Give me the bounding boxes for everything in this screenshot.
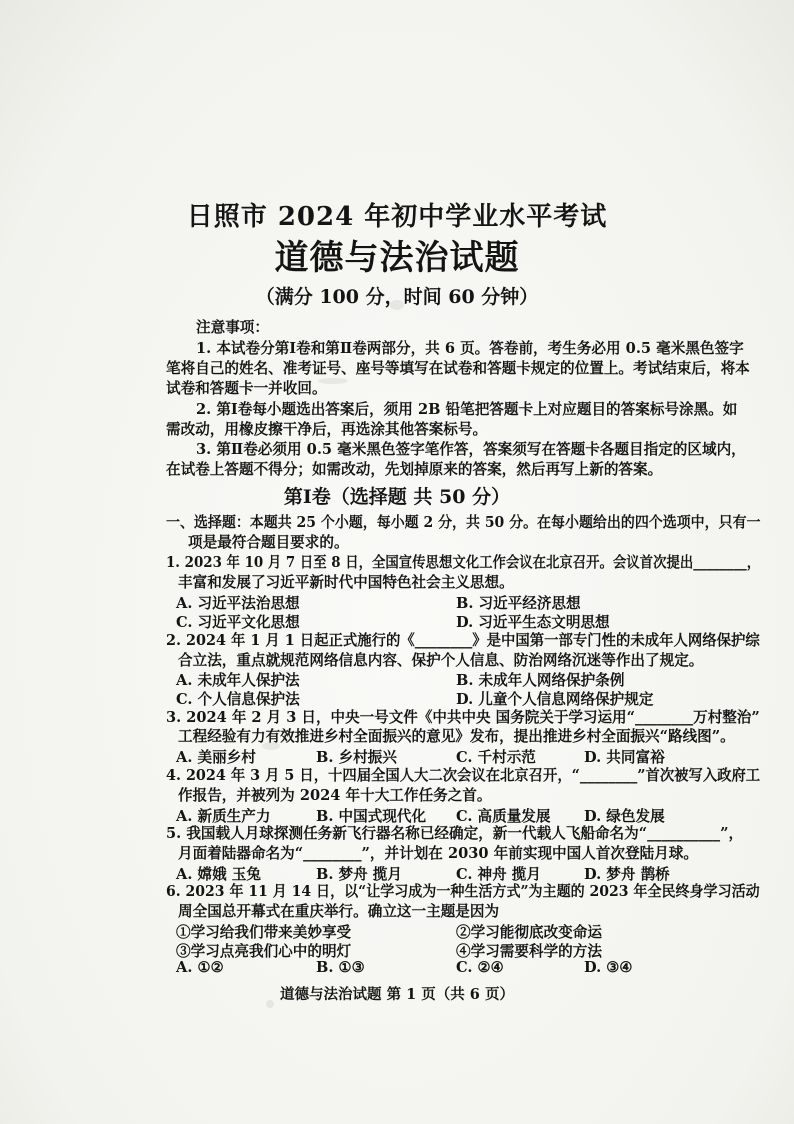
q1-option-c: C. 习近平文化思想	[176, 614, 300, 631]
q3-option-c: C. 千村示范	[456, 749, 536, 766]
note-1-line-3: 试卷和答题卡一并收回。	[166, 380, 327, 397]
q2-option-d: D. 儿童个人信息网络保护规定	[456, 691, 654, 708]
section-1-title: 第Ⅰ卷（选择题 共 50 分）	[283, 486, 511, 508]
q1-option-a: A. 习近平法治思想	[176, 595, 300, 612]
q4-option-a: A. 新质生产力	[176, 808, 271, 825]
q1-stem-line-2: 丰富和发展了习近平新时代中国特色社会主义思想。	[178, 574, 514, 591]
q4-option-c: C. 高质量发展	[456, 808, 551, 825]
section-1-instructions-line-2: 项是最符合题目要求的。	[188, 534, 349, 551]
note-2-line-1: 2. 第Ⅰ卷每小题选出答案后，须用 2B 铅笔把答题卡上对应题目的答案标号涂黑。如	[196, 401, 738, 418]
q3-stem-line-2: 工程经验有力有效推进乡村全面振兴的意见》发布，提出推进乡村全面振兴“路线图”。	[178, 728, 735, 745]
q3-option-a: A. 美丽乡村	[176, 749, 256, 766]
q2-stem-line-2: 合立法，重点就规范网络信息内容、保护个人信息、防治网络沉迷等作出了规定。	[178, 652, 704, 669]
score-time: （满分 100 分，时间 60 分钟）	[255, 286, 539, 308]
q6-statement-3: ③学习点亮我们心中的明灯	[176, 943, 352, 960]
q6-option-b: B. ①③	[316, 959, 365, 976]
q4-stem-line-1: 4. 2024 年 3 月 5 日，十四届全国人大二次会议在北京召开，“________”首次被写入政府工	[166, 767, 761, 784]
q3-stem-line-1: 3. 2024 年 2 月 3 日，中央一号文件《中共中央 国务院关于学习运用“________万村整治”	[166, 709, 760, 726]
q5-option-a: A. 嫦娥 玉兔	[176, 866, 261, 883]
note-1-line-1: 1. 本试卷分第Ⅰ卷和第Ⅱ卷两部分，共 6 页。答卷前，考生务必用 0.5 毫米黑色签字	[196, 340, 744, 357]
q1-option-b: B. 习近平经济思想	[456, 595, 581, 612]
q6-option-c: C. ②④	[456, 959, 504, 976]
q3-option-b: B. 乡村振兴	[316, 749, 397, 766]
notes-heading: 注意事项：	[196, 319, 269, 336]
q5-option-d: D. 梦舟 鹊桥	[584, 866, 670, 883]
q4-option-b: B. 中国式现代化	[316, 808, 427, 825]
q5-stem-line-1: 5. 我国载人月球探测任务新飞行器名称已经确定，新一代载人飞船命名为“__________”，	[166, 825, 744, 842]
q6-option-a: A. ①②	[176, 959, 224, 976]
q5-stem-line-2: 月面着陆器命名为“________”，并计划在 2030 年前实现中国人首次登陆月球。	[178, 845, 698, 862]
subject-title: 道德与法治试题	[274, 238, 520, 278]
note-2-line-2: 需改动，用橡皮擦干净后，再选涂其他答案标号。	[166, 421, 488, 438]
q6-statement-4: ④学习需要科学的方法	[456, 943, 602, 960]
q5-option-c: C. 神舟 揽月	[456, 866, 541, 883]
q2-option-a: A. 未成年人保护法	[176, 672, 300, 689]
q6-statement-2: ②学习能彻底改变命运	[456, 924, 602, 941]
section-1-instructions-line-1: 一、选择题：本题共 25 个小题，每小题 2 分，共 50 分。在每小题给出的四个选项中，只有一	[166, 514, 761, 531]
q1-option-d: D. 习近平生态文明思想	[456, 614, 610, 631]
q4-option-d: D. 绿色发展	[584, 808, 665, 825]
q6-option-d: D. ③④	[584, 959, 633, 976]
q6-stem-line-1: 6. 2023 年 11 月 14 日，以“让学习成为一种生活方式”为主题的 2023 年全民终身学习活动	[166, 883, 760, 900]
page-footer: 道德与法治试题 第 1 页（共 6 页）	[280, 986, 514, 1003]
q3-option-d: D. 共同富裕	[584, 749, 665, 766]
q6-statement-1: ①学习给我们带来美妙享受	[176, 924, 352, 941]
q5-option-b: B. 梦舟 揽月	[316, 866, 402, 883]
exam-title: 日照市 2024 年初中学业水平考试	[186, 202, 608, 232]
q4-stem-line-2: 作报告，并被列为 2024 年十大工作任务之首。	[178, 787, 492, 804]
q6-stem-line-2: 周全国总开幕式在重庆举行。确立这一主题是因为	[178, 903, 500, 920]
q1-stem-line-1: 1. 2023 年 10 月 7 日至 8 日，全国宣传思想文化工作会议在北京召开。会议首次提出________，	[166, 554, 761, 571]
note-1-line-2: 笔将自己的姓名、准考证号、座号等填写在试卷和答题卡规定的位置上。考试结束后，将本	[166, 360, 750, 377]
note-3-line-2: 在试卷上答题不得分；如需改动，先划掉原来的答案，然后再写上新的答案。	[166, 461, 663, 478]
note-3-line-1: 3. 第Ⅱ卷必须用 0.5 毫米黑色签字笔作答，答案须写在答题卡各题目指定的区域内，	[196, 441, 746, 458]
q2-option-b: B. 未成年人网络保护条例	[456, 672, 625, 689]
q2-option-c: C. 个人信息保护法	[176, 691, 300, 708]
q2-stem-line-1: 2. 2024 年 1 月 1 日起正式施行的《________》是中国第一部专门性的未成年人网络保护综	[166, 632, 760, 649]
